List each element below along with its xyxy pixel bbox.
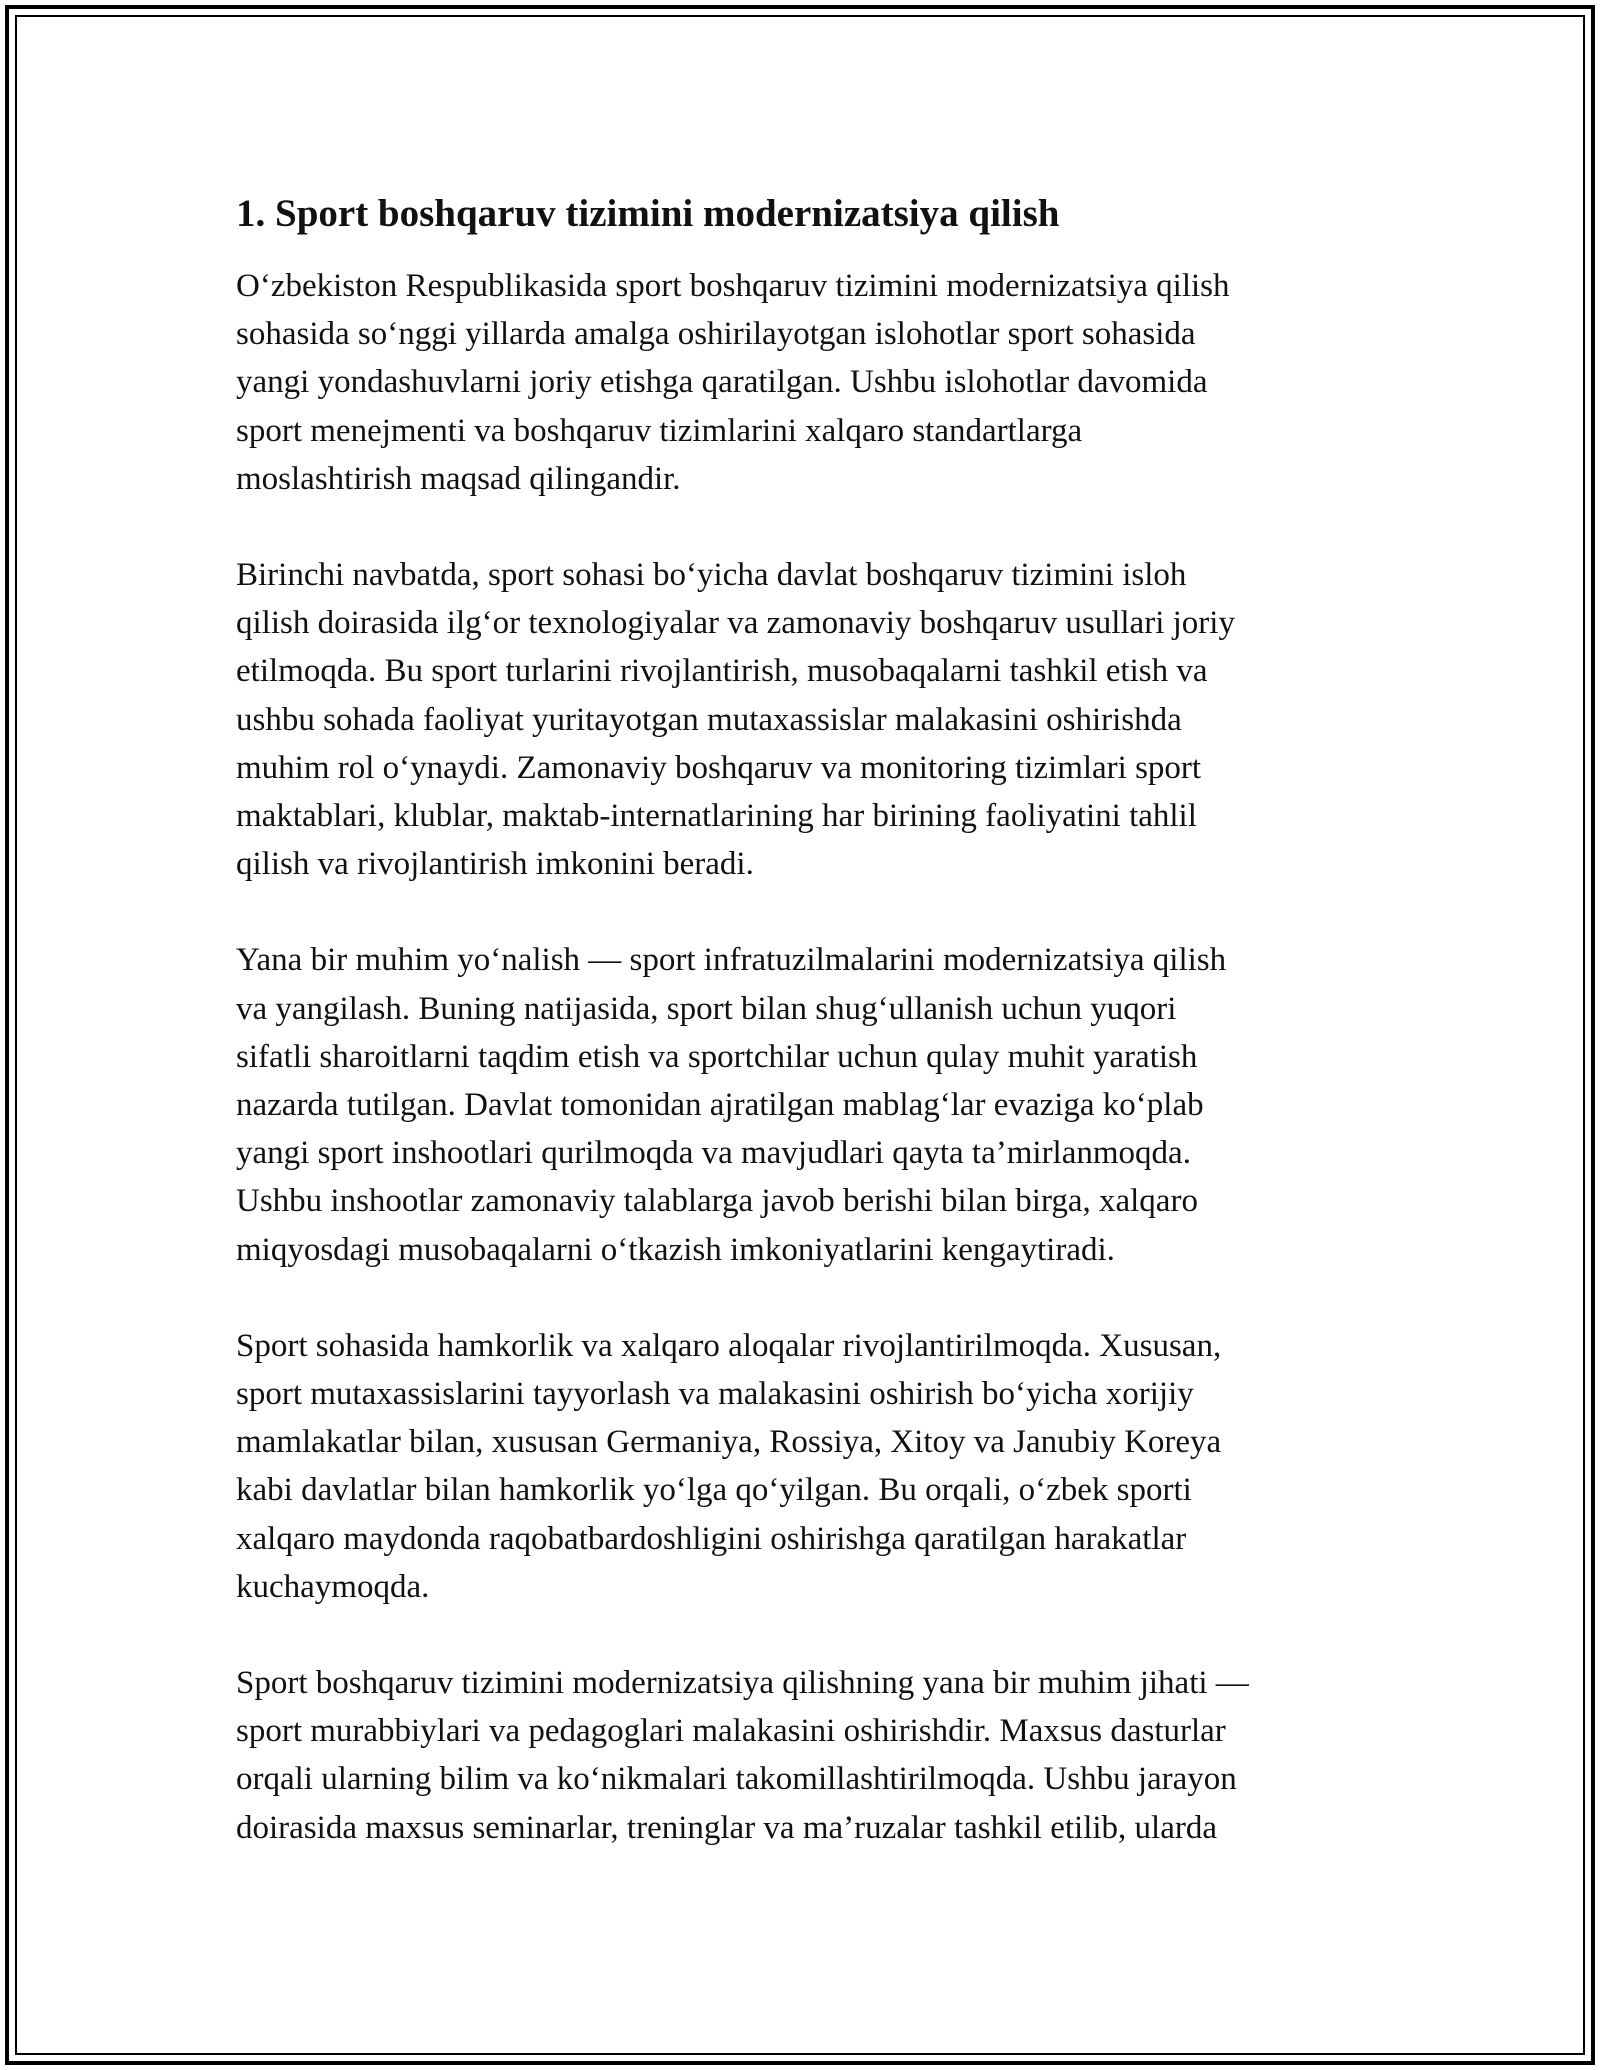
paragraph-line: yangi sport inshootlari qurilmoqda va mavjudlari qayta ta’mirlanmoqda. (236, 1135, 1191, 1172)
paragraph-line: kabi davlatlar bilan hamkorlik yo‘lga qo‘yilgan. Bu orqali, o‘zbek sporti (236, 1472, 1192, 1509)
paragraph-5 (236, 1659, 1386, 1852)
paragraph-line: sport menejmenti va boshqaruv tizimlarini xalqaro standartlarga (236, 412, 1083, 449)
paragraph-line: ushbu sohada faoliyat yuritayotgan mutaxassislar malakasini oshirishda (236, 701, 1182, 738)
paragraph-line: mamlakatlar bilan, xususan Germaniya, Rossiya, Xitoy va Janubiy Koreya (236, 1424, 1222, 1461)
paragraph-line: Ushbu inshootlar zamonaviy talablarga javob berishi bilan birga, xalqaro (236, 1183, 1198, 1220)
paragraph-line: Sport sohasida hamkorlik va xalqaro aloqalar rivojlantirilmoqda. Xususan, (236, 1327, 1222, 1364)
paragraph-1 (236, 262, 1386, 503)
paragraph-line: etilmoqda. Bu sport turlarini rivojlantirish, musobaqalarni tashkil etish va (236, 653, 1208, 690)
paragraph-line: moslashtirish maqsad qilingandir. (236, 460, 681, 497)
paragraph-line: O‘zbekiston Respublikasida sport boshqaruv tizimini modernizatsiya qilish (236, 268, 1230, 304)
paragraph-4 (236, 1322, 1386, 1611)
paragraph-2 (236, 551, 1386, 888)
paragraph-line: qilish va rivojlantirish imkonini beradi. (236, 846, 754, 883)
paragraph-line: sifatli sharoitlarni taqdim etish va sportchilar uchun qulay muhit yaratish (236, 1038, 1198, 1075)
paragraph-line: orqali ularning bilim va ko‘nikmalari takomillashtirilmoqda. Ushbu jarayon (236, 1761, 1237, 1798)
paragraph-3 (236, 936, 1386, 1273)
paragraph-line: xalqaro maydonda raqobatbardoshligini oshirishga qaratilgan harakatlar (236, 1520, 1187, 1557)
paragraph-line: kuchaymoqda. (236, 1568, 430, 1605)
paragraph-line: miqyosdagi musobaqalarni o‘tkazish imkoniyatlarini kengaytiradi. (236, 1231, 1115, 1268)
paragraph-line: Birinchi navbatda, sport sohasi bo‘yicha davlat boshqaruv tizimini isloh (236, 557, 1187, 594)
section-heading: 1. Sport boshqaruv tizimini modernizatsiya qilish (236, 192, 1060, 235)
paragraph-line: yangi yondashuvlarni joriy etishga qaratilgan. Ushbu islohotlar davomida (236, 364, 1208, 401)
paragraph-line: muhim rol o‘ynaydi. Zamonaviy boshqaruv va monitoring tizimlari sport (236, 749, 1202, 786)
paragraph-line: Yana bir muhim yo‘nalish — sport infratuzilmalarini modernizatsiya qilish (236, 942, 1227, 979)
paragraph-line: sohasida so‘nggi yillarda amalga oshirilayotgan islohotlar sport sohasida (236, 316, 1196, 353)
paragraph-line: nazarda tutilgan. Davlat tomonidan ajratilgan mablag‘lar evaziga ko‘plab (236, 1087, 1204, 1124)
document-body (236, 188, 1386, 1852)
paragraph-line: sport mutaxassislarini tayyorlash va malakasini oshirish bo‘yicha xorijiy (236, 1376, 1194, 1413)
paragraph-line: va yangilash. Buning natijasida, sport bilan shug‘ullanish uchun yuqori (236, 990, 1177, 1027)
paragraph-line: qilish doirasida ilg‘or texnologiyalar va zamonaviy boshqaruv usullari joriy (236, 605, 1235, 642)
paragraph-line: maktablari, klublar, maktab-internatlarining har birining faoliyatini tahlil (236, 798, 1197, 835)
paragraph-line: doirasida maxsus seminarlar, treninglar va ma’ruzalar tashkil etilib, ularda (236, 1809, 1217, 1846)
paragraph-line: Sport boshqaruv tizimini modernizatsiya qilishning yana bir muhim jihati — (236, 1665, 1249, 1702)
paragraph-line: sport murabbiylari va pedagoglari malakasini oshirishdir. Maxsus dasturlar (236, 1713, 1226, 1750)
